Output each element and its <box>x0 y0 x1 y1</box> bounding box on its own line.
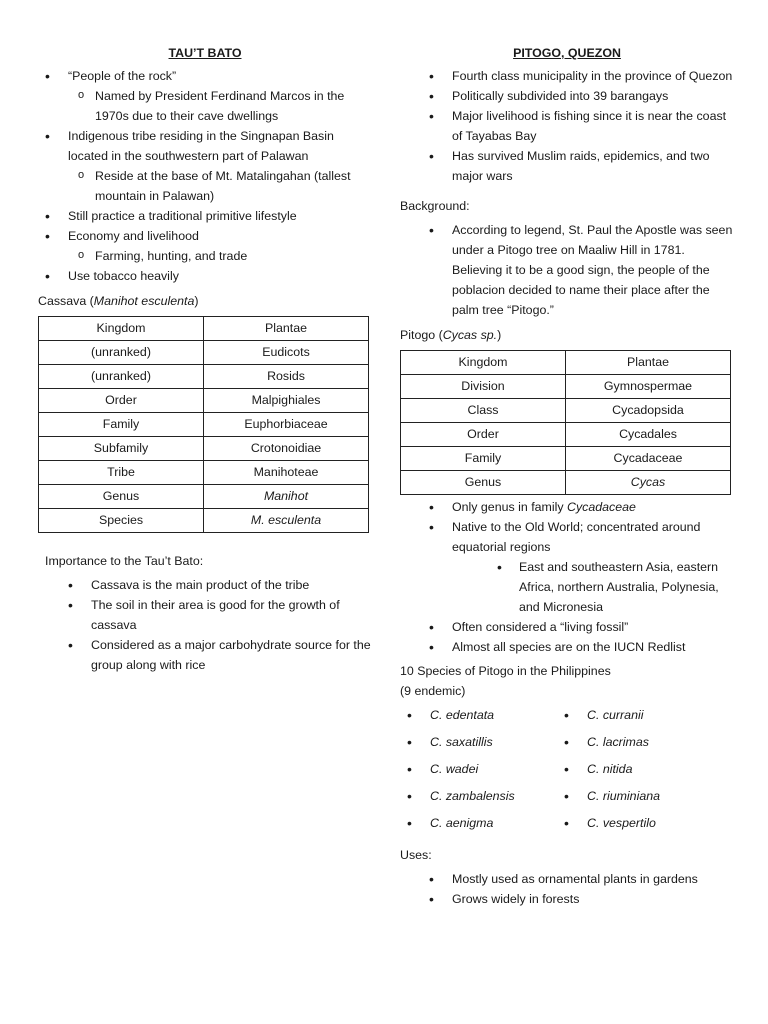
species-item: • C. curranii <box>557 705 714 725</box>
table-cell: Division <box>401 375 566 399</box>
table-cell: Euphorbiaceae <box>204 413 369 437</box>
table-row <box>39 413 369 437</box>
list-item: o Farming, hunting, and trade <box>38 246 372 266</box>
table-row <box>401 375 731 399</box>
table-cell: Cycadales <box>566 423 731 447</box>
table-cell: Tribe <box>39 461 204 485</box>
species-item: • C. wadei <box>400 759 557 779</box>
pitogo-label-text: Pitogo ( <box>400 328 443 342</box>
tautbato-bullet-list <box>38 66 372 286</box>
list-item <box>422 497 734 517</box>
list-item: • Has survived Muslim raids, epidemics, and two major wars <box>422 146 734 186</box>
table-cell: Kingdom <box>39 317 204 341</box>
fact-text: Only genus in family <box>452 500 568 514</box>
table-cell: Family <box>39 413 204 437</box>
tautbato-heading: TAU’T BATO <box>168 46 242 60</box>
table-row <box>401 423 731 447</box>
table-row <box>401 399 731 423</box>
table-cell: Cycadopsida <box>566 399 731 423</box>
pitogo-label-close: ) <box>497 328 502 342</box>
table-cell: Order <box>401 423 566 447</box>
importance-list <box>38 575 372 675</box>
list-item: • Use tobacco heavily <box>38 266 372 286</box>
table-cell: Plantae <box>566 351 731 375</box>
table-cell: Class <box>401 399 566 423</box>
table-cell: Subfamily <box>39 437 204 461</box>
background-list <box>400 220 734 320</box>
table-row <box>401 351 731 375</box>
list-item: • The soil in their area is good for the growth of cassava <box>61 595 372 635</box>
table-row <box>39 509 369 533</box>
right-column <box>400 44 734 909</box>
pitogo-scientific-name: Cycas sp. <box>442 328 498 342</box>
table-cell: M. esculenta <box>204 509 369 533</box>
list-item: • Grows widely in forests <box>422 889 734 909</box>
cassava-label <box>38 291 372 311</box>
table-row <box>39 437 369 461</box>
table-cell: Plantae <box>204 317 369 341</box>
cassava-scientific-name: Manihot esculenta <box>93 294 195 308</box>
table-row <box>39 317 369 341</box>
list-item: • Mostly used as ornamental plants in gardens <box>422 869 734 889</box>
pitogo-label <box>400 325 734 345</box>
table-row <box>401 471 731 495</box>
table-cell: Genus <box>401 471 566 495</box>
table-cell: Gymnospermae <box>566 375 731 399</box>
list-item: • “People of the rock” <box>38 66 372 86</box>
uses-label: Uses: <box>400 848 432 862</box>
table-row <box>39 485 369 509</box>
species-item: • C. lacrimas <box>557 732 714 752</box>
list-item: • Almost all species are on the IUCN Redlist <box>422 637 734 657</box>
species-item: • C. vespertilo <box>557 813 714 833</box>
list-item: o Named by President Ferdinand Marcos in the 1970s due to their cave dwellings <box>38 86 372 126</box>
table-cell: Crotonoidiae <box>204 437 369 461</box>
table-row <box>39 389 369 413</box>
species-item: • C. nitida <box>557 759 714 779</box>
list-item: • According to legend, St. Paul the Apostle was seen under a Pitogo tree on Maaliw Hill in 1781. Believing it to be a good sign, the people of the poblacion decided to name their place after the palm tree “Pitogo.” <box>422 220 734 320</box>
list-item: • East and southeastern Asia, eastern Africa, northern Australia, Polynesia, and Micronesia <box>422 557 734 617</box>
table-cell: Cycadaceae <box>566 447 731 471</box>
background-label: Background: <box>400 199 470 213</box>
table-cell: Cycas <box>566 471 731 495</box>
list-item: • Indigenous tribe residing in the Singnapan Basin located in the southwestern part of Palawan <box>38 126 372 166</box>
table-cell: Kingdom <box>401 351 566 375</box>
family-name: Cycadaceae <box>567 500 636 514</box>
table-cell: (unranked) <box>39 341 204 365</box>
table-cell: Species <box>39 509 204 533</box>
pitogo-bullet-list <box>400 66 734 186</box>
list-item: • Considered as a major carbohydrate source for the group along with rice <box>61 635 372 675</box>
table-cell: Manihoteae <box>204 461 369 485</box>
importance-label: Importance to the Tau’t Bato: <box>45 554 204 568</box>
list-item: • Major livelihood is fishing since it is near the coast of Tayabas Bay <box>422 106 734 146</box>
cassava-taxonomy-table <box>38 316 369 533</box>
table-row <box>39 341 369 365</box>
left-column <box>38 44 372 675</box>
table-cell: Manihot <box>204 485 369 509</box>
species-label: 10 Species of Pitogo in the Philippines <box>400 664 611 678</box>
list-item: • Often considered a “living fossil” <box>422 617 734 637</box>
species-grid <box>400 705 734 833</box>
table-cell: Rosids <box>204 365 369 389</box>
list-item: • Cassava is the main product of the tribe <box>61 575 372 595</box>
uses-list <box>400 869 734 909</box>
table-row <box>39 461 369 485</box>
table-cell: (unranked) <box>39 365 204 389</box>
cassava-label-text: Cassava ( <box>38 294 94 308</box>
table-cell: Family <box>401 447 566 471</box>
list-item: • Native to the Old World; concentrated around equatorial regions <box>422 517 734 557</box>
table-row <box>401 447 731 471</box>
species-item: • C. aenigma <box>400 813 557 833</box>
list-item: • Fourth class municipality in the province of Quezon <box>422 66 734 86</box>
pitogo-heading: PITOGO, QUEZON <box>513 46 621 60</box>
table-cell: Genus <box>39 485 204 509</box>
species-item: • C. edentata <box>400 705 557 725</box>
list-item: • Still practice a traditional primitive lifestyle <box>38 206 372 226</box>
table-cell: Eudicots <box>204 341 369 365</box>
species-item: • C. riuminiana <box>557 786 714 806</box>
table-row <box>39 365 369 389</box>
species-item: • C. saxatillis <box>400 732 557 752</box>
table-cell: Order <box>39 389 204 413</box>
species-label-endemic: (9 endemic) <box>400 684 466 698</box>
pitogo-taxonomy-table <box>400 350 731 495</box>
species-item: • C. zambalensis <box>400 786 557 806</box>
table-cell: Malpighiales <box>204 389 369 413</box>
list-item: o Reside at the base of Mt. Matalingahan (tallest mountain in Palawan) <box>38 166 372 206</box>
pitogo-facts-list <box>400 497 734 657</box>
cassava-label-close: ) <box>194 294 199 308</box>
list-item: • Economy and livelihood <box>38 226 372 246</box>
list-item: • Politically subdivided into 39 barangays <box>422 86 734 106</box>
